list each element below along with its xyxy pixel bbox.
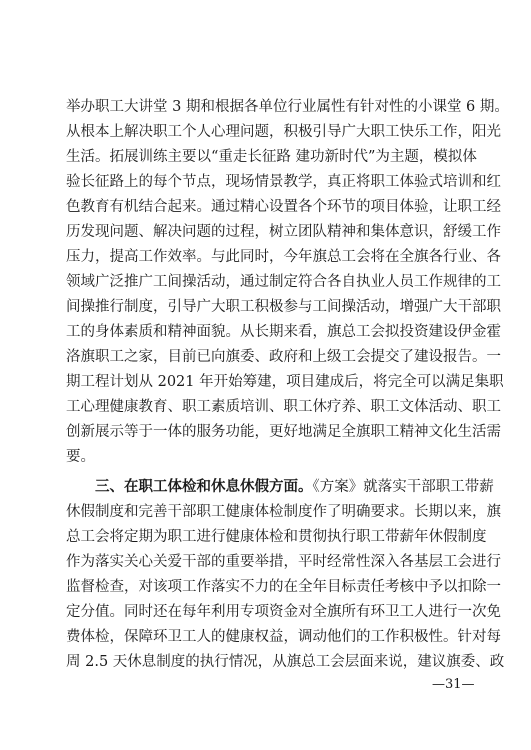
paragraph-line: 期工程计划从 2021 年开始筹建，项目建成后，将完全可以满足集职 <box>66 374 504 390</box>
paragraph-line: 监督检查，对该项工作落实不力的在全年目标责任考核中予以扣除一 <box>66 579 501 595</box>
paragraph-line: 要。 <box>66 449 95 465</box>
section-heading: 三、在职工体检和休息休假方面。 <box>95 479 313 495</box>
paragraph-line: 领域广泛推广工间操活动，通过制定符合各自执业人员工作规律的工 <box>66 274 501 290</box>
paragraph-line: 洛旗职工之家，目前已向旗委、政府和上级工会提交了建设报告。一 <box>66 349 501 365</box>
paragraph-line: 作为落实关心关爱干部的重要举措，平时经常性深入各基层工会进行 <box>66 554 501 570</box>
section-first-line-text: 《方案》就落实干部职工带薪 <box>312 479 494 495</box>
paragraph-line: 压力，提高工作效率。与此同时，今年旗总工会将在全旗各行业、各 <box>66 249 501 265</box>
page-number: —31— <box>432 677 475 692</box>
paragraph-line: 工的身体素质和精神面貌。从长期来看，旗总工会拟投资建设伊金霍 <box>66 324 501 340</box>
paragraph-line: 从根本上解决职工个人心理问题，积极引导广大职工快乐工作，阳光 <box>66 124 501 140</box>
paragraph-line: 周 2.5 天休息制度的执行情况，从旗总工会层面来说，建议旗委、政 <box>66 654 505 670</box>
paragraph-line: 费体检，保障环卫工人的健康权益，调动他们的工作积极性。针对每 <box>66 629 501 645</box>
paragraph-line: 历发现问题、解决问题的过程，树立团队精神和集体意识，舒缓工作 <box>66 224 501 240</box>
paragraph-line: 举办职工大讲堂 3 期和根据各单位行业属性有针对性的小课堂 6 期。 <box>66 99 509 115</box>
paragraph-line: 色教育有机结合起来。通过精心设置各个环节的项目体验，让职工经 <box>66 199 501 215</box>
paragraph-line: 定分值。同时还在每年利用专项资金对全旗所有环卫工人进行一次免 <box>66 604 501 620</box>
paragraph-line: 总工会将定期为职工进行健康体检和贯彻执行职工带薪年休假制度 <box>66 529 487 545</box>
paragraph-line: 验长征路上的每个节点，现场情景教学，真正将职工体验式培训和红 <box>66 174 501 190</box>
section-first-line <box>66 475 494 500</box>
paragraph-line: 工心理健康教育、职工素质培训、职工休疗养、职工文体活动、职工 <box>66 399 501 415</box>
paragraph-line: 生活。拓展训练主要以“重走长征路 建功新时代”为主题，模拟体 <box>66 149 477 165</box>
paragraph-line: 休假制度和完善干部职工健康体检制度作了明确要求。长期以来，旗 <box>66 504 501 520</box>
paragraph-line: 间操推行制度，引导广大职工积极参与工间操活动，增强广大干部职 <box>66 299 501 315</box>
paragraph-line: 创新展示等于一体的服务功能，更好地满足全旗职工精神文化生活需 <box>66 424 501 440</box>
